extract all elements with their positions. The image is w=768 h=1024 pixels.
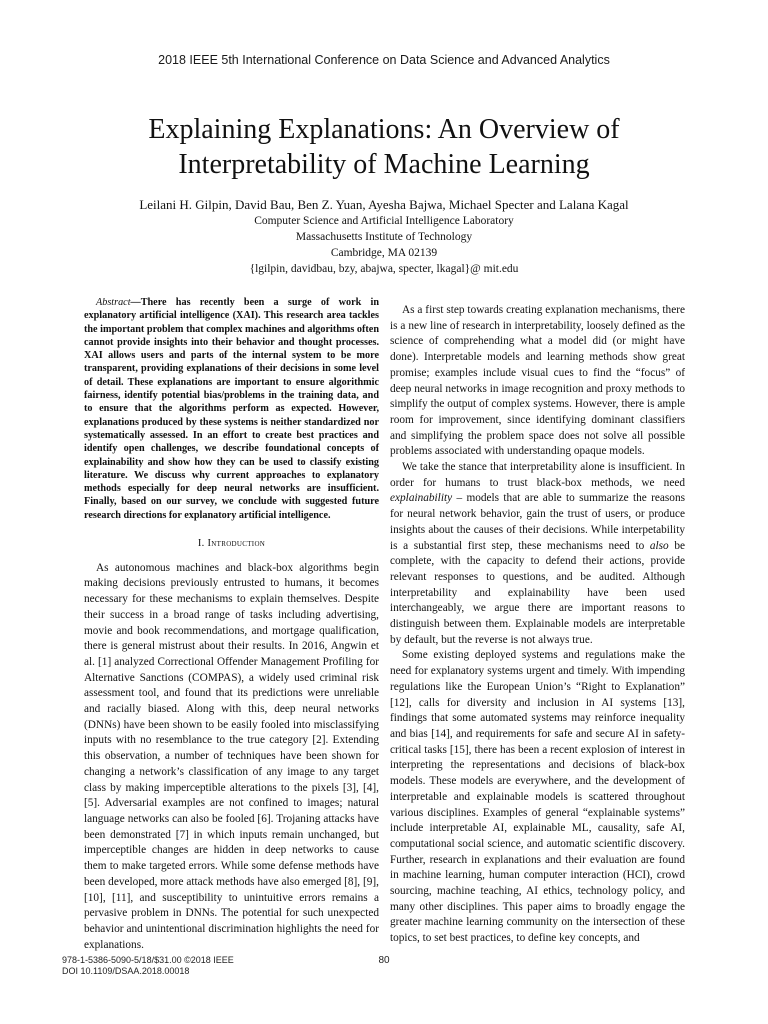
intro-paragraph-1: As autonomous machines and black-box algorithms begin making decisions previously entrusted to humans, it becomes necessary for these mechanisms to explain themselves. Despite their success in a broad range of tasks including advertising, movie and book recommendations, and mortgage qualification, there is general mistrust about their results. In 2016, Angwin et al. [1] analyzed Correctional Offender Management Profiling for Alternative Sanctions (COMPAS), a widely used criminal risk assessment tool, and found that its predictions were unreliable and racially biased. Along with this, deep neural networks (DNNs) have been shown to be easily fooled into misclassifying inputs with no resemblance to the true category [2]. Extending this observation, a number of techniques have been shown for changing a network’s classification of any image to any target class by making imperceptible alterations to the pixels [3], [4], [5]. Adversarial examples are not confined to images; natural language networks can also be fooled [6]. Trojaning attacks have been demonstrated [7] in which inputs remain unchanged, but imperceptible changes are hidden in deep networks to cause them to make targeted errors. While some defense methods have been developed, more attack methods have also emerged [8], [9], [10], [11], and susceptibility to unintuitive errors remains a pervasive problem in DNNs. The potential for such unexpected behavior and unintentional discrimination highlights the need for explanations. [84, 561, 379, 951]
author-emails: {lgilpin, davidbau, bzy, abajwa, specter, lkagal}@ mit.edu [249, 263, 519, 275]
affiliation-institute: Massachusetts Institute of Technology [295, 231, 473, 243]
paper-title [80, 112, 688, 182]
abstract [84, 296, 379, 522]
affiliation-city: Cambridge, MA 02139 [330, 247, 438, 259]
para2-text-b: – models that are able to summarize the reasons for neural network behavior, gain the trust of users, or produce insights about the causes of their decisions. While interpetability is a substantial first step, these mechanisms need to [390, 492, 685, 552]
footer-isbn: 978-1-5386-5090-5/18/$31.00 ©2018 IEEE [62, 955, 234, 965]
emphasis-also: also [649, 539, 669, 552]
author-list: Leilani H. Gilpin, David Bau, Ben Z. Yuan, Ayesha Bajwa, Michael Specter and Lalana Kagal [139, 197, 629, 212]
conference-header: 2018 IEEE 5th International Conference on Data Science and Advanced Analytics [158, 53, 610, 67]
abstract-label: Abstract [96, 297, 131, 308]
title-line-1: Explaining Explanations: An Overview of [148, 114, 620, 145]
left-column [84, 296, 379, 953]
section-number: I. [197, 538, 205, 550]
para2-text-c: be complete, with the capacity to defend their actions, provide relevant responses to questions, and be audited. Although interpretability and explainability have been used interchangeably, we argue there are important reasons to distinguish between them. Explainable models are interpretable by default, but the reverse is not always true. [390, 539, 685, 646]
abstract-text: —There has recently been a surge of work in explanatory artificial intelligence (XAI). This research area tackles the important problem that complex machines and algorithms often cannot provide insights into their behavior and thought processes. XAI allows users and parts of the internal system to be more transparent, providing explanations of their decisions in some level of detail. These explanations are important to ensure algorithmic fairness, identify potential bias/problems in the training data, and to ensure that the algorithms perform as expected. However, explanations produced by these systems is neither standardized nor systematically assessed. In an effort to create best practices and identify open challenges, we describe foundational concepts of explainability and show how they can be used to classify existing literature. We discuss why current approaches to explanatory methods especially for deep neural networks are insufficient. Finally, based on our survey, we conclude with suggested future research directions for explanatory artificial intelligence. [84, 297, 379, 521]
right-paragraph-3: Some existing deployed systems and regulations make the need for explanatory systems urgent and timely. With impending regulations like the European Union’s “Right to Explanation” [12], calls for diversity and inclusion in AI systems [13], findings that some automated systems may reinforce inequality and bias [14], and requirements for safe and secure AI in safety-critical tasks [15], there has been a recent explosion of interest in interpreting the representations and decisions of black-box models. These models are everywhere, and the development of interpretable and explainable models is scattered throughout various disciplines. Examples of general “explainable systems” include interpretable AI, explainable ML, causality, safe AI, computational social science, and automatic scientific discovery. Further, research in explanations and their evaluation are found in machine learning, human computer interaction (HCI), crowd sourcing, machine teaching, AI ethics, technology policy, and many other disciplines. This paper aims to broadly engage the greater machine learning community on the intersection of these topics, to set best practices, to define key concepts, and [390, 649, 685, 945]
right-column [390, 303, 685, 947]
para2-text-a: We take the stance that interpretability alone is insufficient. In order for humans to trust black-box methods, we need [390, 461, 685, 489]
section-heading-introduction [84, 536, 379, 552]
page-number: 80 [378, 955, 390, 966]
section-title: Introduction [207, 538, 266, 550]
term-explainability: explainability [390, 492, 453, 505]
title-line-2: Interpretability of Machine Learning [178, 149, 590, 180]
affiliation-lab: Computer Science and Artificial Intelligence Laboratory [254, 215, 514, 227]
right-paragraph-1: As a first step towards creating explanation mechanisms, there is a new line of research in interpretability, loosely defined as the science of comprehending what a model did (or might have done). Interpretable models and learning methods show great promise; examples include visual cues to find the “focus” of deep neural networks in image recognition and proxy methods to simplify the output of complex systems. However, there is ample room for improvement, since identifying dominant classifiers and simplifying the problem space does not solve all possible problems associated with understanding opaque models. [390, 304, 685, 458]
footer-doi: DOI 10.1109/DSAA.2018.00018 [62, 966, 190, 976]
right-paragraph-2 [390, 460, 685, 648]
